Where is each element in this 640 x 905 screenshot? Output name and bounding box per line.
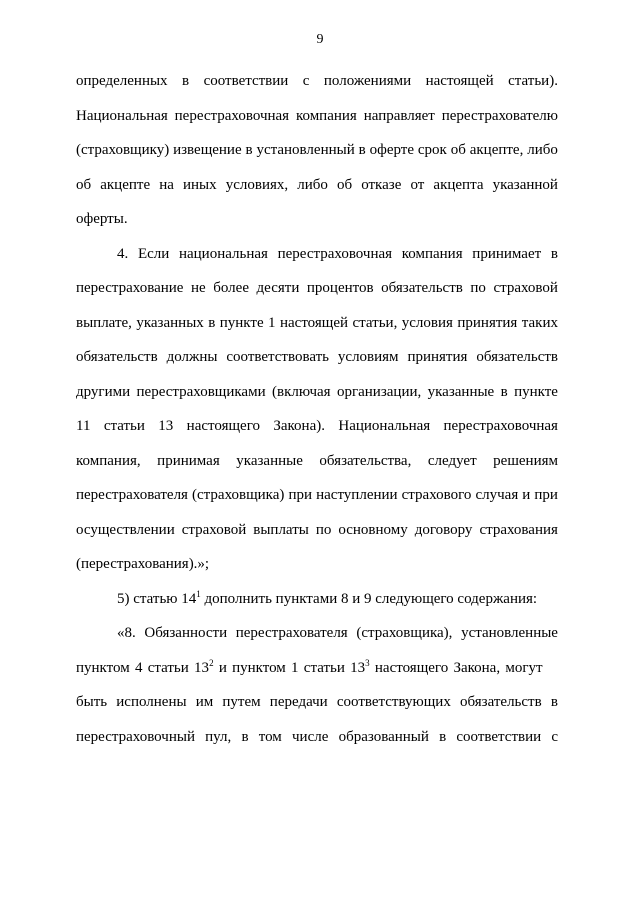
word: страховой [181,521,247,538]
word: условиях, [225,176,289,193]
word: перестраховочный [76,728,195,745]
word: Обязанности [144,625,228,641]
word: том [258,728,282,745]
text-line [76,306,558,341]
text-line: оферты. [76,211,128,227]
word: по [315,521,332,538]
word: образованный [338,728,429,745]
word: организации, [336,383,422,400]
word: в [241,728,249,745]
superscript: 2 [209,657,214,668]
word: в [208,314,216,331]
word: более [213,280,249,296]
word: таких [521,314,558,331]
word: пункте [219,314,264,331]
word: об [76,176,92,193]
word: им [195,694,214,710]
word: статьи, [352,314,398,331]
word: должны [166,349,218,365]
word: пункте [514,383,558,400]
word: перестрахователя [76,487,188,503]
word: либо [527,142,558,158]
word: статьи [103,418,145,434]
text-line: 5) статью $14^1$ дополнить пунктами 8 и 9 следующего содержания: [117,588,538,607]
text-line: (перестрахования).»; [76,556,210,572]
word: отказе [361,176,402,193]
text-line [76,720,558,755]
word: выплате, [76,314,132,331]
word: положениями [323,73,412,89]
word: при [288,487,313,503]
word: оферте [369,142,414,158]
word: осуществлении [76,521,175,538]
word: пул, [205,728,232,745]
word: с [551,728,558,745]
word: страхования [479,521,558,538]
word: Закона). [273,418,325,434]
word: определенных [76,73,168,89]
text-line [76,513,558,548]
word: компания [401,245,463,262]
word: (страховщика) [192,487,285,503]
word: перестрахователя [235,625,348,641]
text-line [76,340,558,375]
word: по [470,280,486,296]
word: в [439,728,447,745]
word: настоящей [279,314,349,331]
word: страховой [493,280,558,296]
word: срок [417,142,447,158]
word: иных [182,176,217,193]
text-line [76,133,558,168]
word: исполнены [116,694,187,710]
word: обязательств [381,280,463,296]
word: указанные [427,383,495,400]
word: (страховщику) [76,142,170,158]
word: договору [414,521,473,538]
word: 13 [158,418,174,434]
word: обязательств [76,349,158,365]
word: перестраховочная [277,245,393,262]
word: в [500,383,508,400]
word: «8. [117,625,136,641]
word: процентов [306,280,374,296]
text-line [76,685,558,720]
word: соответствии [203,73,289,89]
word: в [182,73,190,89]
word: соответствии [456,728,542,745]
word: с [302,73,310,89]
word: 4. [117,245,129,262]
word: направляет [363,107,435,124]
word: случая [475,487,519,503]
word: настоящей [425,73,494,89]
text-line [76,99,558,134]
body-text [76,64,558,754]
word: в [245,142,253,158]
word: и [522,487,531,503]
word: условия [401,314,453,331]
word: принятия [457,314,518,331]
word: путем [222,694,261,710]
word: перестрахование [76,280,184,296]
word: принимает [472,245,542,262]
text-line [76,168,558,203]
word: при [534,487,558,503]
word: быть [76,694,108,710]
word: принятия [407,349,468,365]
text-line [76,64,558,99]
word: не [191,280,206,296]
word: в [550,245,558,262]
word: об [450,142,466,158]
word: указанные [236,452,303,469]
page-number: 9 [316,32,324,47]
text-line [76,375,558,410]
word: десяти [256,280,300,296]
word: соответствовать [226,349,330,365]
text-line [76,444,558,479]
word: Если [137,245,170,262]
word: в [550,694,558,710]
word: установленный [256,142,355,158]
word: настоящего [186,418,260,434]
text-line [76,409,558,444]
word: выплаты [253,521,309,538]
word: следует [427,452,477,469]
word: на [159,176,174,193]
word: компания [295,107,357,124]
word: от [410,176,425,193]
word: компания, [76,452,141,469]
word: основному [338,521,408,538]
word: решениям [493,452,558,469]
word: принимая [157,452,220,469]
word: соответствующих [336,694,451,710]
word: акцепте [100,176,151,193]
word: условиям [337,349,399,365]
word: (страховщика), [356,625,453,641]
word: перестраховочная [443,418,558,434]
word: либо [297,176,328,193]
word: перестраховщиками [136,383,266,400]
word: 11 [76,418,91,434]
word: национальная [178,245,268,262]
word: обязательства, [319,452,412,469]
word: обязательств [460,694,542,710]
word: другими [76,383,131,400]
word: наступлении [316,487,398,503]
word: в [358,142,366,158]
superscript: 1 [196,588,201,599]
word: перестрахователю [441,107,558,124]
text-line: пунктом 4 статьи $13^2$ и пунктом 1 статьи $13^3$ настоящего Закона, могут [76,657,543,676]
word: числе [292,728,329,745]
superscript: 3 [365,657,370,668]
word: об [336,176,353,193]
word: указанных [136,314,204,331]
word: обязательств [476,349,558,365]
word: акцепта [433,176,484,193]
word: 1 [268,314,276,331]
word: (включая [272,383,331,400]
word: акцепте, [469,142,524,158]
word: перестраховочная [174,107,290,124]
word: извещение [173,142,242,158]
word: указанной [492,176,558,193]
word: Национальная [338,418,431,434]
word: статьи). [508,73,558,89]
text-line [76,616,558,651]
word: передачи [269,694,328,710]
text-line [76,271,558,306]
word: Национальная [76,107,168,124]
text-line [76,237,558,272]
word: страхового [401,487,472,503]
text-line [76,478,558,513]
word: установленные [461,625,558,641]
